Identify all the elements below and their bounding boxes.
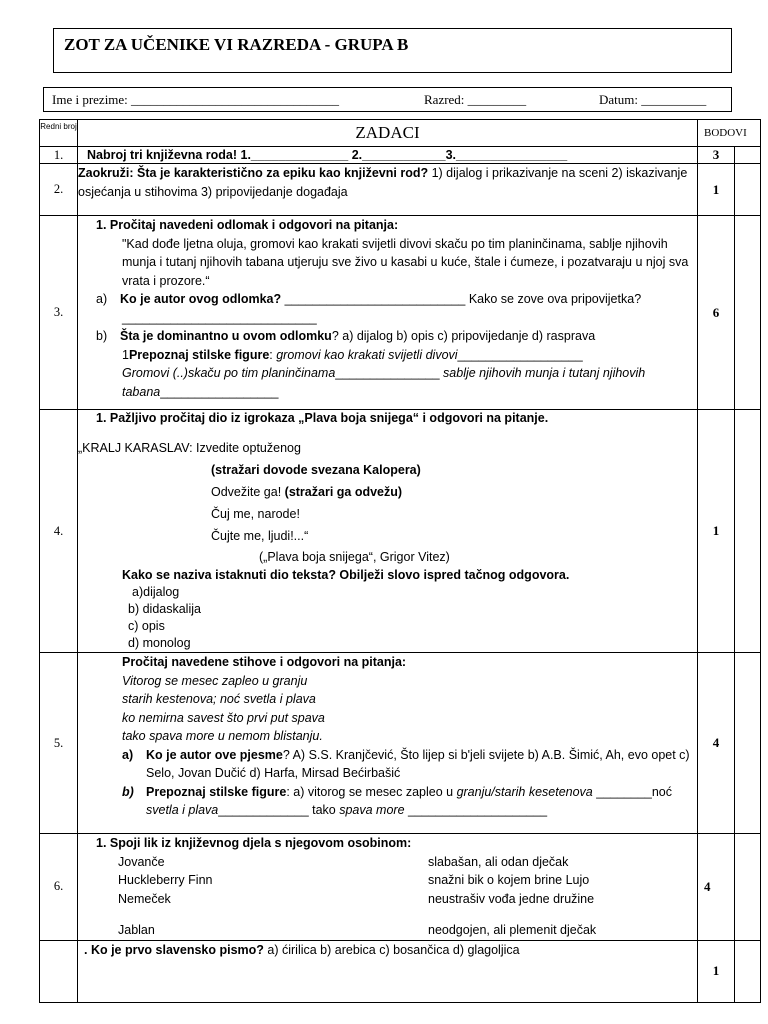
verse-line: ko nemirna savest što prvi put spava (122, 710, 325, 725)
task-heading: 1. Pažljivo pročitaj dio iz igrokaza „Plava boja snijega“ i odgovori na pitanje. (96, 411, 549, 425)
task-points: 4 (698, 834, 735, 941)
stylistic-figure-1 (78, 346, 697, 365)
task-heading: 1. Pročitaj navedeni odlomak i odgovori na pitanja: (96, 218, 399, 232)
figure-example: gromovi kao krakati svijetli divovi (276, 347, 458, 362)
table-header-row (40, 120, 761, 147)
answer-line[interactable]: ____________________________ (122, 310, 317, 325)
task-number: 6. (40, 834, 78, 941)
speaker-name: „KRALJ KARASLAV: (78, 441, 193, 455)
task-heading: Pročitaj navedene stihove i odgovori na pitanja: (122, 655, 407, 669)
stylistic-figure-2 (78, 364, 697, 401)
student-info-box (43, 87, 732, 112)
task-options: 1) dijalog i prikazivanje na sceni 2) iskazivanje osjećanja u stihovima 3) pripovijedanje događaja (78, 166, 688, 199)
trait-item[interactable]: neodgojen, ali plemenit dječak (428, 923, 597, 937)
col-tasks-header: ZADACI (78, 120, 698, 147)
item-prefix: 1 (122, 347, 129, 362)
question-label: a) (96, 292, 108, 306)
verse-line: Vitorog se mesec zapleo u granju (122, 673, 308, 688)
tasks-table (39, 119, 761, 1003)
answer-blank[interactable]: ________noć (592, 784, 673, 799)
question-b (78, 327, 697, 346)
task-content (78, 164, 698, 216)
col-num-header: Redni broj (40, 120, 78, 147)
dialogue-text: Odvežite ga! (211, 485, 285, 499)
question-bold: Ko je autor ovog odlomka? (120, 292, 282, 306)
match-row (78, 871, 697, 890)
figure-example: granju/starih kesetenova (456, 784, 593, 799)
task-number (40, 940, 78, 1002)
figure-example: sablje njihovih munja i tutanj njihovih tabana (122, 366, 646, 399)
question-a (78, 290, 697, 309)
task-row-3 (40, 216, 761, 410)
title-box (53, 28, 732, 73)
answer-option[interactable]: c) opis (128, 619, 165, 633)
task-points: 1 (698, 410, 735, 653)
answer-blank[interactable]: _____________ tako (218, 803, 340, 817)
answer-blank[interactable]: ____________________ (404, 803, 548, 817)
character-item[interactable]: Jovanče (118, 854, 165, 869)
trait-item (428, 908, 697, 921)
dialogue-text: Čuj me, narode! (211, 507, 300, 521)
name-field[interactable]: Ime i prezime: ________________________________ (52, 92, 340, 107)
answer-blank[interactable]: _________________ (160, 384, 279, 399)
character-item[interactable]: Huckleberry Finn (118, 873, 213, 887)
question-bold: Prepoznaj stilske figure (146, 784, 287, 799)
answer-blank[interactable]: __________________ (457, 347, 583, 362)
score-cell[interactable] (735, 653, 761, 834)
task-points: 1 (698, 940, 735, 1002)
question-label: b) (96, 329, 108, 343)
figure-example: svetla i plava (146, 803, 219, 817)
verse-line: tako spava more u nemom blistanju. (122, 729, 323, 743)
task-row-4 (40, 410, 761, 653)
task-heading: 1. Spoji lik iz književnog djela s njegovom osobinom: (96, 836, 412, 850)
task-row-6 (40, 834, 761, 941)
dialogue-line-3 (78, 481, 697, 503)
dialogue-text: Čujte me, ljudi!...“ (211, 529, 309, 543)
task-question: Zaokruži: Šta je karakteristično za epiku kao književni rod? (78, 166, 429, 180)
task-options: a) ćirilica b) arebica c) bosančica d) glagoljica (263, 942, 520, 957)
question-rest: ? A) S.S. Kranjčević, Što lijep si b'jeli svijete b) A.B. Šimić, Ah, evo opet c) Selo, Jovan Dučić d) Harfa, Mirsad Bećirbašić (146, 747, 690, 780)
task-content (78, 653, 698, 834)
source-citation: („Plava boja snijega“, Grigor Vitez) (259, 550, 450, 564)
question-label: a) (122, 747, 134, 762)
score-cell[interactable] (735, 940, 761, 1002)
dialogue-line-1 (78, 437, 697, 459)
character-item[interactable]: Jablan (118, 923, 155, 937)
figure-example: Gromovi (..)skaču po tim planinčinama (122, 366, 336, 380)
task-row-1 (40, 147, 761, 164)
answer-option[interactable]: d) monolog (128, 636, 191, 650)
match-row (78, 853, 697, 872)
task-row-2 (40, 164, 761, 216)
question-a (78, 746, 697, 783)
trait-item[interactable]: slabašan, ali odan dječak (428, 854, 569, 869)
task-number: 4. (40, 410, 78, 653)
task-question: . Ko je prvo slavensko pismo? (84, 942, 264, 957)
question-label: b) (122, 784, 134, 799)
character-item[interactable]: Nemeček (118, 891, 171, 906)
stage-direction: (stražari ga odvežu) (284, 485, 403, 499)
class-field[interactable]: Razred: _________ (424, 92, 527, 107)
task-row-7 (40, 940, 761, 1002)
match-row (78, 890, 697, 909)
score-cell[interactable] (735, 216, 761, 410)
dialogue-text: Izvedite optuženog (196, 441, 301, 455)
task-content (78, 940, 698, 1002)
colon: : (269, 347, 277, 362)
question-bold: Prepoznaj stilske figure (128, 347, 270, 362)
score-cell[interactable] (735, 834, 761, 941)
answer-option[interactable]: a)dijalog (132, 585, 180, 599)
verse-line: starih kestenova; noć svetla i plava (122, 692, 316, 706)
question-b (78, 783, 697, 820)
task-content (78, 216, 698, 410)
question-rest: ? a) dijalog b) opis c) pripovijedanje d) rasprava (331, 329, 596, 343)
task-points: 1 (698, 164, 735, 216)
task-points: 4 (698, 653, 735, 834)
task-points: 3 (698, 147, 735, 164)
question-bold: Ko je autor ove pjesme (146, 747, 283, 762)
page-title: ZOT ZA UČENIKE VI RAZREDA - GRUPA B (64, 35, 409, 54)
date-field[interactable]: Datum: __________ (599, 92, 707, 107)
score-cell[interactable] (735, 410, 761, 653)
task-number: 5. (40, 653, 78, 834)
task-number: 2. (40, 164, 78, 216)
match-row-spacer (78, 908, 697, 921)
score-cell[interactable] (735, 164, 761, 216)
task-content (78, 410, 698, 653)
answer-blank[interactable]: _______________ (335, 366, 440, 380)
figure-example: spava more (339, 803, 405, 817)
task-content (78, 834, 698, 941)
task-text: Nabroj tri književna roda! 1.______________ 2.____________3.________________ (78, 147, 698, 164)
col-points-header: BODOVI (698, 120, 761, 147)
character-item (78, 908, 428, 921)
match-row (78, 921, 697, 940)
score-cell[interactable] (735, 147, 761, 164)
task-question: Kako se naziva istaknuti dio teksta? Obilježi slovo ispred tačnog odgovora. (122, 568, 570, 582)
question-bold: Šta je dominantno u ovom odlomku (120, 329, 332, 343)
passage-quote: "Kad dođe ljetna oluja, gromovi kao krakati svijetli divovi skaču po tim planinčinama, sablje njihovih munja i tutanj njihovih tabana utjeruju sve živo u kasabi u kuće, štale i ćumeze, i pozatvaraju u njoj sva vrata i prozore.“ (122, 236, 689, 288)
question-rest: __________________________ Kako se zove ova pripovijetka? (281, 292, 642, 306)
task-points: 6 (698, 216, 735, 410)
stage-direction: (stražari dovode svezana Kalopera) (211, 463, 421, 477)
task-row-5 (40, 653, 761, 834)
task-number: 1. (40, 147, 78, 164)
trait-item[interactable]: neustrašiv vođa jedne družine (428, 891, 595, 906)
task-number: 3. (40, 216, 78, 410)
question-rest: : a) vitorog se mesec zapleo u (286, 784, 457, 799)
trait-item[interactable]: snažni bik o kojem brine Lujo (428, 873, 590, 887)
answer-option[interactable]: b) didaskalija (128, 602, 201, 616)
